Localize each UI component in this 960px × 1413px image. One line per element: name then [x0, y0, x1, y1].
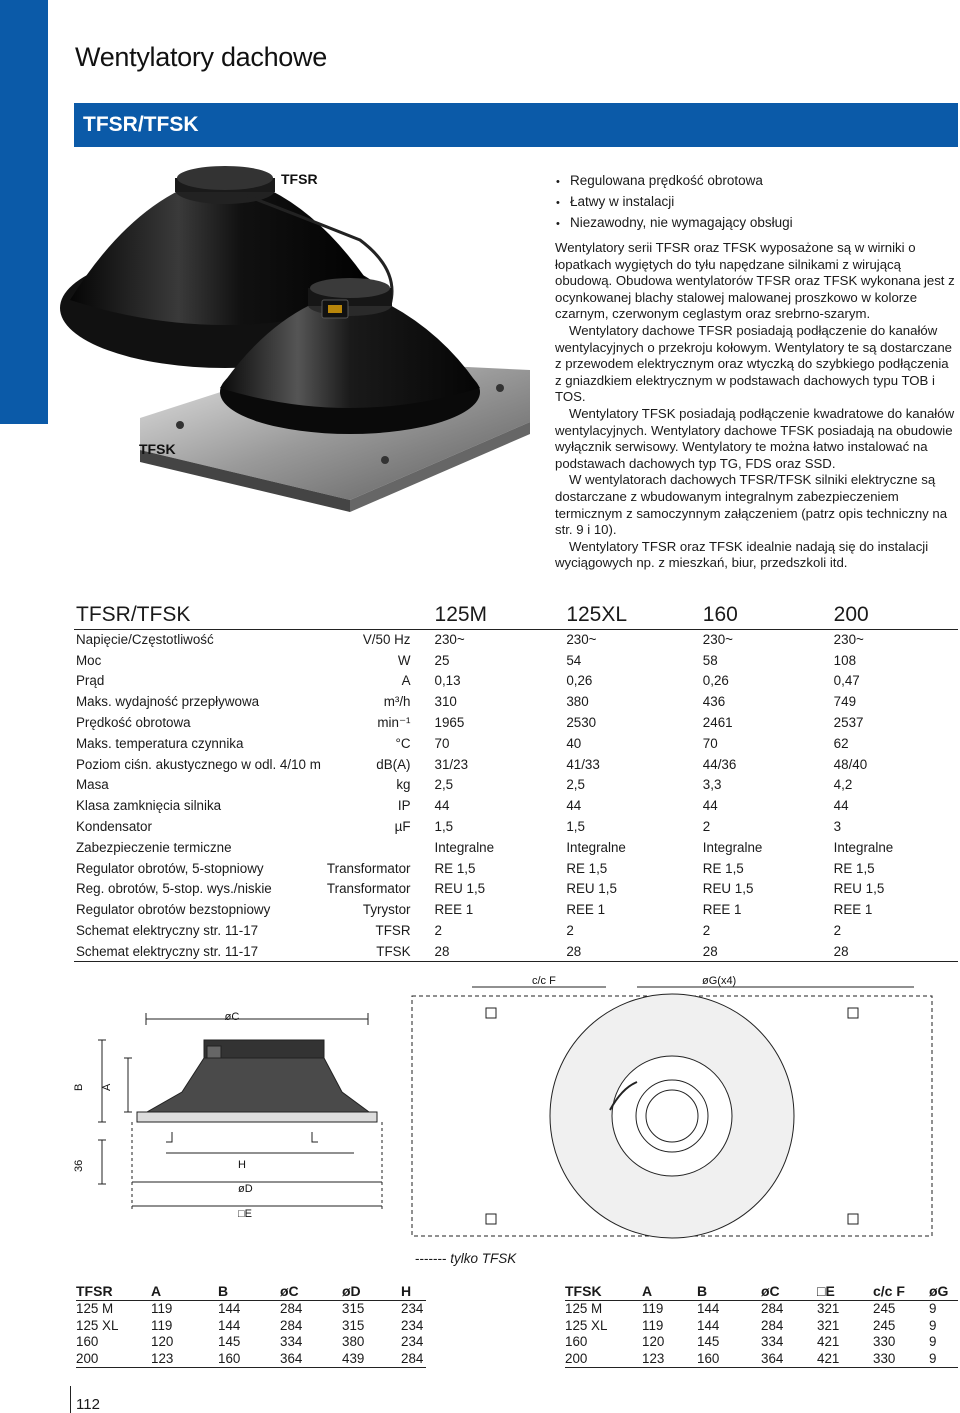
spec-cell: A — [401, 673, 411, 689]
spec-cell: 25 — [434, 652, 450, 668]
spec-cell: 2530 — [566, 715, 597, 731]
dim-cell: 284 — [280, 1301, 303, 1317]
spec-cell: REE 1 — [434, 902, 474, 918]
spec-cell: m³/h — [383, 694, 411, 710]
section-banner — [74, 103, 958, 147]
dim-row — [565, 1300, 958, 1317]
section-title: TFSR/TFSK — [83, 113, 199, 136]
spec-cell: REE 1 — [833, 902, 873, 918]
spec-cell: Prędkość obrotowa — [76, 715, 191, 731]
spec-cell: 62 — [833, 735, 849, 751]
spec-row — [74, 754, 958, 775]
spec-cell: 40 — [566, 735, 582, 751]
dim-label-e: □E — [238, 1208, 252, 1220]
spec-header-cell: 160 — [701, 602, 832, 629]
dim-cell: 9 — [929, 1350, 958, 1367]
spec-cell: Napięcie/Częstotliwość — [76, 632, 214, 648]
dim-row — [76, 1300, 426, 1317]
dim-cell: 9 — [929, 1317, 937, 1333]
description-paragraph: W wentylatorach dachowych TFSR/TFSK silniki elektryczne są dostarczane z wbudowanym integralnym zabezpieczeniem termicznym z samoczynnym załączeniem (patrz opis techniczny na str. 9 i 10). — [555, 472, 948, 538]
description — [555, 240, 955, 572]
spec-cell: RE 1,5 — [434, 860, 476, 876]
dim-header-cell: B — [697, 1283, 761, 1300]
footer-divider — [70, 1386, 71, 1413]
spec-cell: Integralne — [566, 839, 626, 855]
spec-cell: 58 — [702, 652, 718, 668]
dim-cell: 125 M — [76, 1301, 114, 1317]
dim-cell: 160 — [565, 1334, 588, 1350]
spec-header-cell — [321, 602, 433, 629]
dim-cell: 284 — [761, 1317, 784, 1333]
spec-cell: W — [397, 652, 411, 668]
dim-row — [76, 1350, 426, 1367]
spec-row — [74, 775, 958, 796]
spec-header-cell: 125M — [433, 602, 565, 629]
left-accent-bar — [0, 0, 48, 424]
dim-label-36: 36 — [73, 1159, 85, 1172]
page-title: Wentylatory dachowe — [75, 42, 327, 72]
spec-row — [74, 671, 958, 692]
spec-cell: Regulator obrotów bezstopniowy — [76, 902, 271, 918]
dim-row — [76, 1334, 426, 1351]
spec-cell: 41/33 — [566, 756, 600, 772]
spec-row — [74, 795, 958, 816]
dim-cell: 421 — [817, 1350, 873, 1367]
dim-cell: 439 — [342, 1350, 401, 1367]
spec-row — [74, 629, 958, 650]
dim-row — [565, 1317, 958, 1334]
spec-cell: Klasa zamknięcia silnika — [76, 798, 222, 814]
spec-row — [74, 837, 958, 858]
spec-cell: 0,13 — [434, 673, 461, 689]
dim-cell: 144 — [697, 1301, 720, 1317]
dim-cell: 234 — [401, 1301, 424, 1317]
spec-cell: 380 — [566, 694, 589, 710]
dim-header-row — [76, 1283, 426, 1300]
spec-cell: REU 1,5 — [833, 881, 885, 897]
spec-cell: 0,26 — [702, 673, 729, 689]
dim-cell: 330 — [873, 1350, 929, 1367]
product-photo — [60, 160, 540, 560]
spec-cell: 1,5 — [566, 819, 585, 835]
dim-cell: 125 M — [565, 1301, 603, 1317]
spec-cell: 70 — [702, 735, 718, 751]
spec-header-cell: 200 — [832, 602, 958, 629]
description-paragraph: Wentylatory TFSR oraz TFSK idealnie nadają się do instalacji wyciągowych np. z mieszkań, biur, przedszkoli itd. — [555, 538, 929, 571]
feature-item: • Regulowana prędkość obrotowa — [556, 170, 793, 191]
spec-table — [74, 602, 958, 962]
dim-cell: 364 — [280, 1350, 342, 1367]
dim-cell: 200 — [565, 1350, 642, 1367]
spec-cell: Masa — [76, 777, 109, 793]
dim-header-cell: øG — [929, 1283, 958, 1300]
spec-row — [74, 712, 958, 733]
description-paragraph: Wentylatory dachowe TFSR posiadają podłączenie do kanałów wentylacyjnych o przekroju kołowym. Wentylatory te są dostarczane z przewodem elektrycznym oraz wtyczką do szybkiego podłączenia z gniazdkiem elektrycznym w podstawach dachowych typu TOB i TOS. — [555, 322, 953, 405]
spec-cell: 2,5 — [434, 777, 454, 793]
spec-row — [74, 879, 958, 900]
photo-label-tfsk: TFSK — [139, 441, 176, 457]
dim-cell: 144 — [218, 1317, 241, 1333]
dim-cell: 119 — [642, 1317, 664, 1333]
photo-label-tfsr: TFSR — [281, 171, 318, 187]
dim-header-cell: TFSK — [565, 1283, 642, 1300]
spec-cell: REU 1,5 — [702, 881, 754, 897]
dim-header-cell: H — [401, 1283, 426, 1300]
spec-cell: 749 — [833, 694, 857, 710]
dim-cell: 120 — [642, 1334, 665, 1350]
dim-label-b: B — [73, 1083, 85, 1091]
spec-cell: Integralne — [434, 839, 495, 855]
spec-cell: 28 — [832, 941, 958, 962]
description-paragraph: Wentylatory TFSK posiadają podłączenie kwadratowe do kanałów wentylacyjnych. Wentylatory dachowe TFSK posiadają na obudowie wyłącznik serwisowy. Wentylatory te można łatwo instalować na podstawach dachowych typ TG, FDS oraz SSD. — [555, 405, 955, 471]
spec-cell: 0,47 — [833, 673, 860, 689]
dim-row — [565, 1334, 958, 1351]
dim-cell: 421 — [817, 1334, 840, 1350]
spec-cell: 28 — [564, 941, 700, 962]
dimension-table-tfsr — [76, 1283, 426, 1368]
spec-cell: 2 — [702, 923, 711, 939]
spec-header-cell: TFSR/TFSK — [74, 602, 321, 629]
dim-header-cell: A — [642, 1283, 697, 1300]
spec-cell: Moc — [76, 652, 102, 668]
spec-cell: 1,5 — [434, 819, 454, 835]
spec-row — [74, 899, 958, 920]
spec-cell: µF — [394, 819, 411, 835]
spec-cell: 28 — [701, 941, 832, 962]
dim-header-cell: A — [151, 1283, 218, 1300]
spec-cell — [321, 837, 433, 858]
spec-row — [74, 816, 958, 837]
top-view — [412, 987, 932, 1238]
spec-row — [74, 941, 958, 962]
spec-cell: Kondensator — [76, 819, 152, 835]
spec-cell: REE 1 — [702, 902, 742, 918]
dim-cell: 321 — [817, 1317, 840, 1333]
dim-label-og: øG(x4) — [702, 975, 737, 987]
spec-cell: Transformator — [326, 881, 411, 897]
dim-header-cell: øD — [342, 1283, 401, 1300]
dim-label-h: H — [238, 1159, 246, 1171]
spec-cell: REE 1 — [566, 902, 606, 918]
spec-row — [74, 858, 958, 879]
spec-cell: 1965 — [434, 715, 465, 731]
caption-text: tylko TFSK — [450, 1251, 517, 1266]
dim-header-cell: B — [218, 1283, 280, 1300]
dim-row — [76, 1317, 426, 1334]
spec-cell: Poziom ciśn. akustycznego w odl. 4/10 m — [76, 756, 321, 772]
dim-cell: 284 — [280, 1317, 303, 1333]
spec-cell: Tyrystor — [362, 902, 411, 918]
spec-cell: 230~ — [566, 632, 597, 648]
spec-cell: 2,5 — [566, 777, 585, 793]
spec-cell: 48/40 — [833, 756, 868, 772]
spec-cell: 4,2 — [833, 777, 853, 793]
dim-label-cc-f: c/c F — [532, 975, 556, 987]
dim-cell: 234 — [401, 1334, 424, 1350]
dimension-table-tfsk — [565, 1283, 958, 1368]
spec-cell: Transformator — [326, 860, 411, 876]
dim-cell: 160 — [697, 1350, 761, 1367]
dim-cell: 160 — [76, 1334, 99, 1350]
spec-cell: 3 — [833, 819, 842, 835]
spec-cell: 44 — [434, 798, 450, 814]
dim-cell: 284 — [761, 1301, 784, 1317]
spec-cell: REU 1,5 — [566, 881, 617, 897]
dim-cell: 364 — [761, 1350, 817, 1367]
spec-row — [74, 920, 958, 941]
dim-cell: 119 — [151, 1317, 173, 1333]
description-paragraph: Wentylatory serii TFSR oraz TFSK wyposażone są w wirniki o łopatkach wygiętych do tyłu napędzane silnikami z wirującą obudową. Obudowa wentylatorów TFSR oraz TFSK wykonana jest z ocynkowanej blachy stalowej malowanej proszkowo w kolorze czarnym, czerwonym ceglastym oraz srebrno-szarym. — [555, 240, 955, 322]
dim-cell: 315 — [342, 1317, 365, 1333]
spec-row — [74, 691, 958, 712]
spec-header-row — [74, 602, 958, 629]
spec-cell: 44 — [702, 798, 718, 814]
spec-cell: 108 — [833, 652, 857, 668]
page-number: 112 — [76, 1396, 100, 1413]
spec-cell: Maks. temperatura czynnika — [76, 735, 244, 751]
dim-cell: 245 — [873, 1317, 896, 1333]
caption-dash: ------- — [415, 1251, 447, 1266]
dim-cell: 245 — [873, 1301, 896, 1317]
dim-cell: 125 XL — [565, 1317, 608, 1333]
dim-header-row — [565, 1283, 958, 1300]
dim-cell: 144 — [218, 1301, 241, 1317]
spec-cell: Zabezpieczenie termiczne — [76, 839, 232, 855]
spec-cell: 2 — [434, 923, 442, 939]
spec-row — [74, 733, 958, 754]
spec-cell: 2 — [566, 923, 574, 939]
spec-cell: Maks. wydajność przepływowa — [76, 694, 260, 710]
spec-cell: min⁻¹ — [377, 714, 411, 730]
spec-cell: RE 1,5 — [566, 860, 608, 876]
dim-row — [565, 1350, 958, 1367]
dim-label-oc: øC — [224, 1011, 240, 1023]
dim-cell: 119 — [642, 1301, 664, 1317]
dim-cell: 234 — [401, 1317, 424, 1333]
feature-item: • Łatwy w instalacji — [556, 191, 793, 212]
spec-cell: Regulator obrotów, 5-stopniowy — [76, 860, 264, 876]
spec-cell: Prąd — [76, 673, 105, 689]
spec-cell: dB(A) — [376, 756, 411, 772]
spec-cell: 54 — [566, 652, 582, 668]
dim-cell: 321 — [817, 1301, 840, 1317]
dim-cell: 380 — [342, 1334, 365, 1350]
feature-item: • Niezawodny, nie wymagający obsługi — [556, 212, 793, 233]
spec-cell: Integralne — [702, 839, 763, 855]
spec-cell: 44 — [566, 798, 582, 814]
spec-cell: 2461 — [702, 715, 733, 731]
dim-cell: 120 — [151, 1334, 174, 1350]
dim-header-cell: øC — [280, 1283, 342, 1300]
spec-cell: 28 — [433, 941, 565, 962]
spec-cell: 0,26 — [566, 673, 593, 689]
dim-cell: 9 — [929, 1334, 937, 1350]
dim-cell: 9 — [929, 1301, 937, 1317]
dim-cell: 145 — [697, 1334, 720, 1350]
spec-cell: Schemat elektryczny str. 11-17 — [74, 941, 321, 962]
dimension-drawing — [62, 970, 958, 1250]
spec-cell: V/50 Hz — [362, 632, 411, 648]
spec-cell: Reg. obrotów, 5-stop. wys./niskie — [76, 881, 272, 897]
spec-cell: 230~ — [434, 632, 465, 648]
dim-cell: 330 — [873, 1334, 896, 1350]
spec-cell: 31/23 — [434, 756, 469, 772]
dim-header-cell: TFSR — [76, 1283, 151, 1300]
spec-cell: 230~ — [833, 632, 864, 648]
spec-cell: 44 — [833, 798, 849, 814]
caption-tfsk-only — [415, 1251, 516, 1266]
dim-cell: 119 — [151, 1301, 173, 1317]
spec-cell: TFSK — [321, 941, 433, 962]
dim-cell: 200 — [76, 1350, 151, 1367]
spec-cell: 44/36 — [702, 756, 737, 772]
spec-header-cell: 125XL — [564, 602, 700, 629]
dim-cell: 123 — [151, 1350, 218, 1367]
spec-cell: 2537 — [833, 715, 864, 731]
spec-cell: °C — [395, 735, 411, 751]
spec-cell: 2 — [702, 819, 711, 835]
spec-cell: 436 — [702, 694, 726, 710]
spec-cell: Schemat elektryczny str. 11-17 — [76, 923, 259, 939]
dim-label-a: A — [101, 1083, 113, 1091]
side-view — [98, 1013, 382, 1210]
features-list — [556, 170, 793, 233]
spec-cell: 230~ — [702, 632, 733, 648]
spec-cell: TFSR — [375, 923, 411, 939]
dim-cell: 334 — [761, 1334, 784, 1350]
dim-header-cell: c/c F — [873, 1283, 929, 1300]
dim-cell: 125 XL — [76, 1317, 119, 1333]
spec-cell: IP — [397, 798, 411, 814]
dim-cell: 284 — [401, 1350, 426, 1367]
spec-cell: REU 1,5 — [434, 881, 486, 897]
dim-header-cell: øC — [761, 1283, 817, 1300]
dim-cell: 123 — [642, 1350, 697, 1367]
spec-cell: 2 — [833, 923, 842, 939]
dim-cell: 160 — [218, 1350, 280, 1367]
spec-cell: RE 1,5 — [833, 860, 875, 876]
spec-cell: RE 1,5 — [702, 860, 744, 876]
spec-cell: kg — [396, 777, 411, 793]
spec-cell: 310 — [434, 694, 457, 710]
dim-cell: 144 — [697, 1317, 720, 1333]
dim-label-od: øD — [238, 1183, 253, 1195]
dim-cell: 315 — [342, 1301, 365, 1317]
spec-cell: 3,3 — [702, 777, 722, 793]
spec-row — [74, 650, 958, 671]
spec-cell: 70 — [434, 735, 450, 751]
dim-header-cell: □E — [817, 1283, 873, 1300]
dim-cell: 334 — [280, 1334, 303, 1350]
dim-cell: 145 — [218, 1334, 241, 1350]
spec-cell: Integralne — [833, 839, 894, 855]
